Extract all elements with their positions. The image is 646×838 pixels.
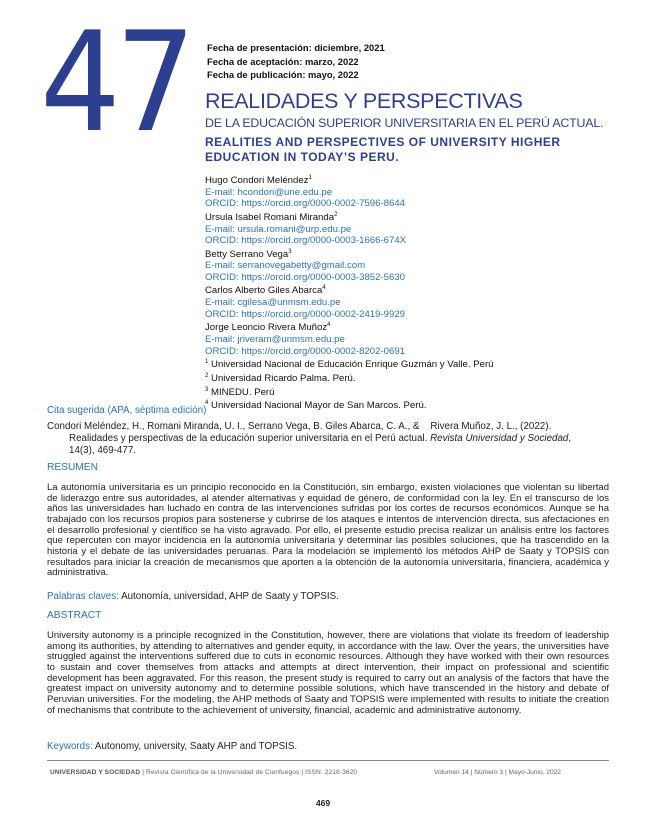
- keywords-label: Palabras claves:: [47, 591, 119, 602]
- affiliation: $^1$ Universidad Nacional de Educación Enrique Guzmán y Valle. Perú: [205, 359, 494, 371]
- resumen-heading: RESUMEN: [47, 462, 98, 473]
- citation-line-2: Realidades y perspectivas de la educación superior universitaria en el Perú actual. Revista Universidad y Sociedad,: [69, 433, 572, 444]
- keywords-label: Keywords:: [47, 741, 93, 752]
- author-orcid-link[interactable]: ORCID: https://orcid.org/0000-0002-7596-8644: [205, 198, 405, 210]
- author-name: Betty Serrano Vega$^3$: [205, 248, 292, 260]
- author-list: [205, 173, 493, 412]
- citation-line-1: Condori Meléndez, H., Romani Miranda, U. I., Serrano Vega, B. Giles Abarca, C. A., & Rivera Muñoz, J. L., (2022).: [47, 421, 552, 432]
- article-title: REALIDADES Y PERSPECTIVAS: [205, 89, 523, 113]
- author-name: Carlos Alberto Giles Abarca$^4$: [205, 285, 326, 297]
- page-number: 469: [315, 798, 331, 808]
- date-acceptance: Fecha de aceptación: marzo, 2022: [207, 55, 359, 67]
- author-name: Hugo Condori Meléndez$^1$: [205, 175, 312, 187]
- author-email-link[interactable]: E-mail: cgilesa@unmsm.edu.pe: [205, 297, 341, 309]
- abstract-keywords: Keywords: Autonomy, university, Saaty AHP and TOPSIS.: [47, 741, 298, 752]
- author-orcid-link[interactable]: ORCID: https://orcid.org/0000-0003-1666-674X: [205, 235, 407, 247]
- article-subtitle: DE LA EDUCACIÓN SUPERIOR UNIVERSITARIA EN EL PERÚ ACTUAL.: [205, 116, 604, 130]
- author-name: Ursula Isabel Romani Miranda$^2$: [205, 211, 338, 224]
- author-orcid-link[interactable]: ORCID: https://orcid.org/0000-0002-2419-9929: [205, 308, 405, 320]
- author-email-link[interactable]: E-mail: jriveram@unmsm.edu.pe: [205, 334, 345, 346]
- footer-journal: UNIVERSIDAD Y SOCIEDAD | Revista Científica de la Universidad de Cienfuegos | ISSN: 2218-3620: [50, 769, 358, 776]
- author-email-link[interactable]: E-mail: serranovegabetty@gmail.com: [205, 260, 366, 272]
- author-name: Jorge Leoncio Rivera Muñoz$^4$: [205, 322, 331, 334]
- article-title-english: REALITIES AND PERSPECTIVES OF UNIVERSITY HIGHER EDUCATION IN TODAY’S PERU.: [205, 135, 561, 164]
- author-email-link[interactable]: E-mail: hcondori@une.edu.pe: [205, 186, 333, 198]
- affiliation: $^3$ MINEDU. Perú: [205, 386, 275, 398]
- publication-dates: [207, 41, 385, 82]
- footer-divider: [47, 760, 609, 761]
- resumen-text: La autonomía universitaria es un principio reconocido en la Constitución, sin embargo, existen violaciones que violentan su libertad de liderazgo entre sus autoridades, al atender alternativas y equidad de género, de conformidad con la ley. En el transcurso de los años las universidades han luchado en contra de las intervenciones sufridas por los cortes de recursos económicos. Aunque se ha trabajado con los recursos propios para sostenerse y cubrirse de los ataques e intentos de intervención directa, sus afectaciones en el desarrollo profesional y científico se ha visto agravado. Por ello, el presente estudio precisa realizar un análisis entre los factores que repercuten con mayor incidencia en la autonomía universitaria y determinar las posibles soluciones, que ha trascendido en la historia y el debate de las universidades peruanas. Para la modelación se implementó los métodos AHP de Saaty y TOPSIS con resultados para iniciar la creación de mecanismos que aporten a la obtención de la autonomía universitaria, financiera, académica y administrativa.: [47, 482, 609, 579]
- author-email-link[interactable]: E-mail: ursula.romani@urp.edu.pe: [205, 223, 352, 235]
- resumen-keywords: Palabras claves: Autonomía, universidad, AHP de Saaty y TOPSIS.: [47, 591, 339, 602]
- author-orcid-link[interactable]: ORCID: https://orcid.org/0000-0003-3852-5630: [205, 271, 405, 283]
- author-orcid-link[interactable]: ORCID: https://orcid.org/0000-0002-8202-0691: [205, 345, 405, 357]
- abstract-text: University autonomy is a principle recognized in the Constitution, however, there are violations that violate its freedom of leadership among its authorities, by attending to alternatives and gender equity, in accordance with the law. Over the years, the universities have struggled against the interventions suffered due to cuts in economic resources. Although they have worked with their own resources to sustain and cover themselves from attacks and attempts at direct intervention, their impact on professional and scientific development has been aggravated. For this reason, the present study is required to carry out an analysis of the factors that have the greatest impact on university autonomy and to determine possible solutions, which have transcended in the history and debate of Peruvian universities. For the modeling, the AHP methods of Saaty and TOPSIS were implemented with results to initiate the creation of mechanisms that contribute to the achievement of university, financial, academic and administrative autonomy.: [47, 630, 609, 716]
- footer-volume: Volumen 14 | Número 3 | Mayo-Junio, 2022: [434, 769, 561, 776]
- citation-heading: Cita sugerida (APA, séptima edición): [47, 405, 207, 416]
- citation-line-3: 14(3), 469-477.: [69, 445, 136, 456]
- date-submission: Fecha de presentación: diciembre, 2021: [207, 42, 385, 53]
- abstract-heading: ABSTRACT: [47, 610, 102, 621]
- date-publication: Fecha de publicación: mayo, 2022: [207, 69, 359, 80]
- affiliation: $^2$ Universidad Ricardo Palma. Perú.: [205, 372, 356, 385]
- issue-number: 47: [40, 2, 191, 163]
- citation-text: [47, 421, 609, 457]
- affiliation: $^4$ Universidad Nacional Mayor de San Marcos. Perú.: [205, 400, 427, 412]
